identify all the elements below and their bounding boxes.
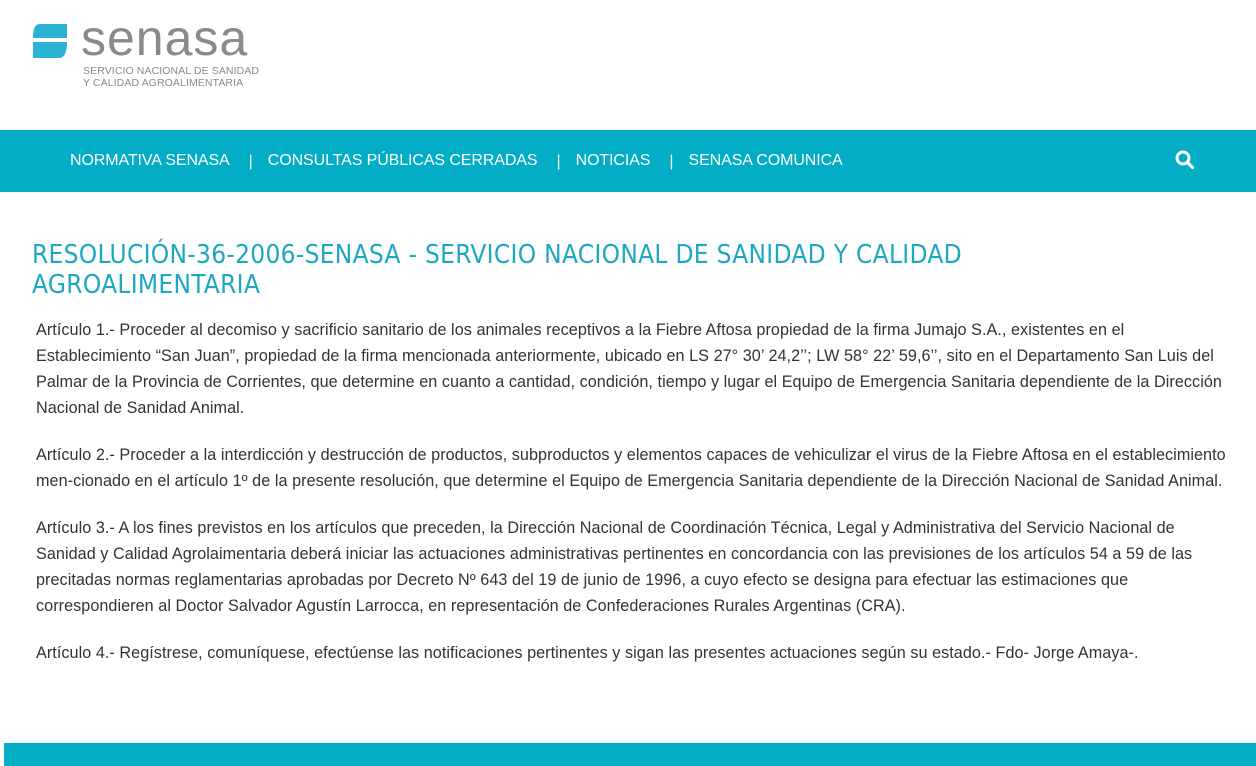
article-2: Artículo 2.- Proceder a la interdicción y destrucción de productos, subproductos y elementos capaces de vehiculizar el virus de la Fiebre Aftosa en el establecimiento men-cionado en el artículo 1º de la presente resolución, que determine el Equipo de Emergencia Sanitaria dependiente de la Dirección Nacional de Sanidad Animal. bbox=[36, 446, 1226, 490]
search-icon bbox=[1173, 148, 1197, 172]
logo-subtitle-line-1: SERVICIO NACIONAL DE SANIDAD bbox=[83, 65, 260, 77]
document-content bbox=[32, 240, 1232, 687]
nav-item-senasa-comunica[interactable]: SENASA COMUNICA bbox=[688, 152, 843, 169]
document-title: RESOLUCIÓN-36-2006-SENASA - SERVICIO NACIONAL DE SANIDAD Y CALIDAD AGROALIMENTARIA bbox=[32, 240, 962, 300]
senasa-logo-link[interactable] bbox=[32, 10, 292, 92]
nav-item-noticias[interactable]: NOTICIAS bbox=[575, 152, 651, 169]
logo-subtitle-line-2: Y CALIDAD AGROALIMENTARIA bbox=[83, 77, 244, 89]
senasa-logo-mark-icon bbox=[32, 23, 68, 59]
nav-separator: | bbox=[669, 153, 674, 170]
search-button[interactable] bbox=[1173, 148, 1197, 172]
nav-separator: | bbox=[248, 153, 253, 170]
site-footer bbox=[4, 743, 1256, 766]
logo-subtitle bbox=[83, 65, 259, 89]
main-nav bbox=[0, 130, 1256, 192]
logo-wordmark: senasa bbox=[81, 10, 249, 66]
article-3: Artículo 3.- A los fines previstos en los artículos que preceden, la Dirección Nacional de Coordinación Técnica, Legal y Administrativa del Servicio Nacional de Sanidad y Calidad Agrolaimentaria deberá iniciar las actuaciones administrativas pertinentes en concordancia con las previsiones de los artículos 54 a 59 de las precitadas normas reglamentarias aprobadas por Decreto Nº 643 del 19 de junio de 1996, a cuyo efecto se designa para efectuar las estimaciones que correspondieren al Doctor Salvador Agustín Larrocca, en representación de Confederaciones Rurales Argentinas (CRA). bbox=[36, 519, 1193, 615]
nav-item-normativa-senasa[interactable]: NORMATIVA SENASA bbox=[70, 152, 230, 169]
site-header bbox=[0, 0, 1256, 130]
article-4: Artículo 4.- Regístrese, comuníquese, efectúense las notificaciones pertinentes y sigan las presentes actuaciones según su estado.- Fdo- Jorge Amaya-. bbox=[36, 644, 1139, 662]
nav-separator: | bbox=[556, 153, 561, 170]
nav-item-consultas-publicas-cerradas[interactable]: CONSULTAS PÚBLICAS CERRADAS bbox=[267, 152, 538, 169]
nav-list bbox=[70, 130, 843, 192]
article-1: Artículo 1.- Proceder al decomiso y sacrificio sanitario de los animales receptivos a la Fiebre Aftosa propiedad de la firma Jumajo S.A., existentes en el Establecimiento “San Juan”, propiedad de la firma mencionada anteriormente, ubicado en LS 27° 30’ 24,2’’; LW 58° 22’ 59,6’’, sito en el Departamento San Luis del Palmar de la Provincia de Corrientes, que determine en cuanto a cantidad, condición, tiempo y lugar el Equipo de Emergencia Sanitaria dependiente de la Dirección Nacional de Sanidad Animal. bbox=[36, 321, 1222, 417]
